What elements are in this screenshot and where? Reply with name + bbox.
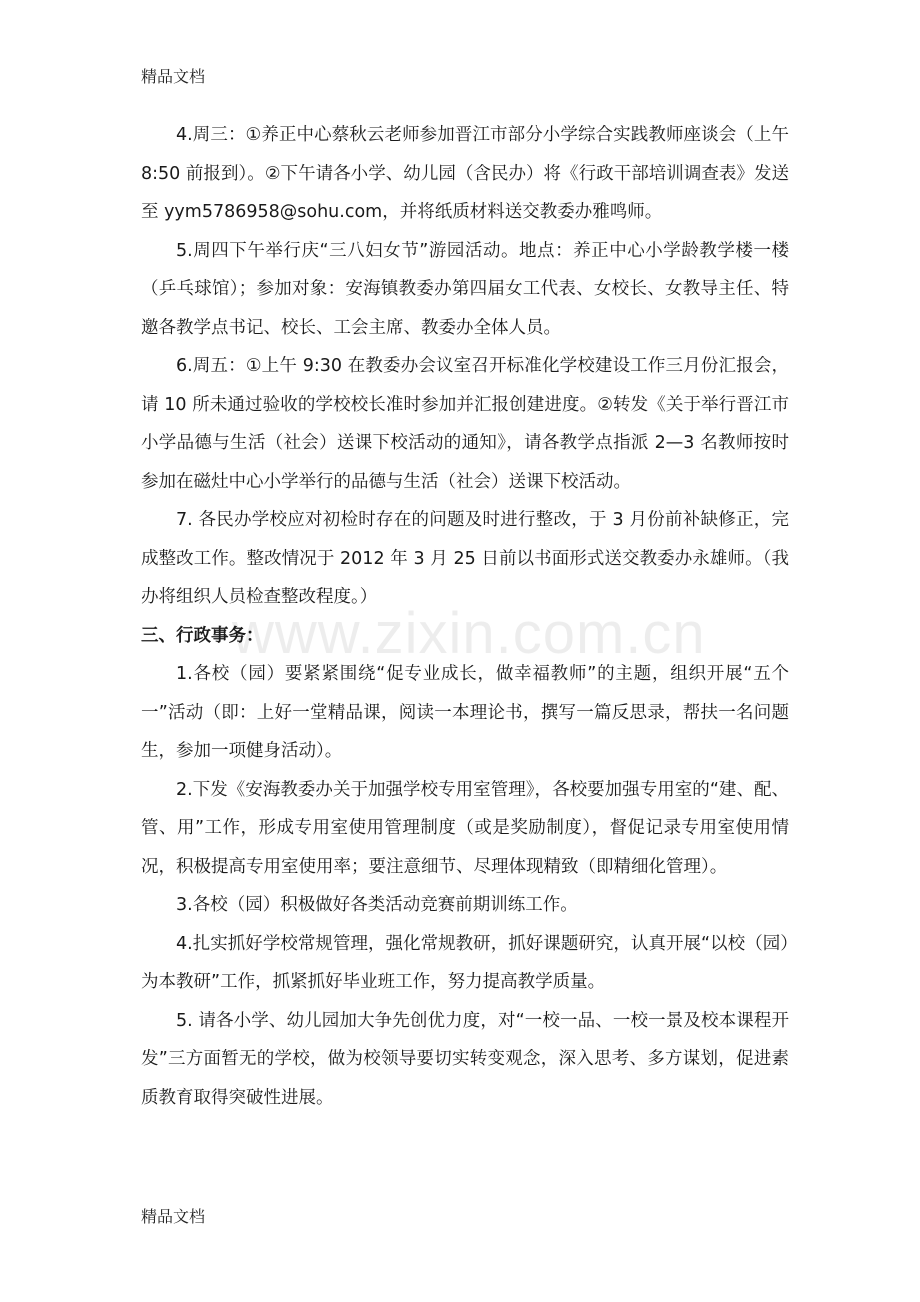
item-private-schools: 7. 各民办学校应对初检时存在的问题及时进行整改，于 3 月份前补缺修正，完成整改工作。整改情况于 2012 年 3 月 25 日前以书面形式送交教委办永雄师。（我办将组织人员检查整改程度。）	[141, 510, 789, 607]
admin-item-5: 5. 请各小学、幼儿园加大争先创优力度，对“一校一品、一校一景及校本课程开发”三方面暂无的学校，做为校领导要切实转变观念，深入思考、多方谋划，促进素质教育取得突破性进展。	[141, 1010, 789, 1108]
page-header: 精品文档	[141, 67, 206, 86]
admin-item-1: 1.各校（园）要紧紧围绕“促专业成长，做幸福教师”的主题，组织开展“五个一”活动（即：上好一堂精品课，阅读一本理论书，撰写一篇反思录，帮扶一名问题生，参加一项健身活动）。	[141, 664, 789, 761]
admin-item-4: 4.扎实抓好学校常规管理，强化常规教研，抓好课题研究，认真开展“以校（园）为本教研”工作，抓紧抓好毕业班工作，努力提高教学质量。	[141, 933, 789, 992]
item-thursday: 5.周四下午举行庆“三八妇女节”游园活动。地点：养正中心小学龄教学楼一楼（乒乓球馆）；参加对象：安海镇教委办第四届女工代表、女校长、女教导主任、特邀各教学点书记、校长、工会主席、教委办全体人员。	[141, 240, 789, 338]
item-wednesday: 4.周三：①养正中心蔡秋云老师参加晋江市部分小学综合实践教师座谈会（上午 8:50 前报到）。②下午请各小学、幼儿园（含民办）将《行政干部培训调查表》发送至 yym5786958@sohu.com，并将纸质材料送交教委办雅鸣师。	[141, 125, 789, 222]
item-friday: 6.周五：①上午 9:30 在教委办会议室召开标准化学校建设工作三月份汇报会，请 10 所未通过验收的学校校长准时参加并汇报创建进度。②转发《关于举行晋江市小学品德与生活（社会）送课下校活动的通知》，请各教学点指派 2—3 名教师按时参加在磁灶中心小学举行的品德与生活（社会）送课下校活动。	[141, 356, 789, 492]
section-title-admin-affairs: 三、行政事务：	[141, 625, 264, 646]
admin-item-2: 2.下发《安海教委办关于加强学校专用室管理》，各校要加强专用室的“建、配、管、用”工作，形成专用室使用管理制度（或是奖励制度），督促记录专用室使用情况，积极提高专用室使用率；要注意细节、尽理体现精致（即精细化管理）。	[141, 779, 789, 877]
admin-item-3: 3.各校（园）积极做好各类活动竞赛前期训练工作。	[176, 895, 578, 915]
page-footer: 精品文档	[141, 1207, 206, 1226]
watermark: www.zixin.com.cn	[232, 601, 706, 666]
document-body	[141, 116, 789, 1117]
